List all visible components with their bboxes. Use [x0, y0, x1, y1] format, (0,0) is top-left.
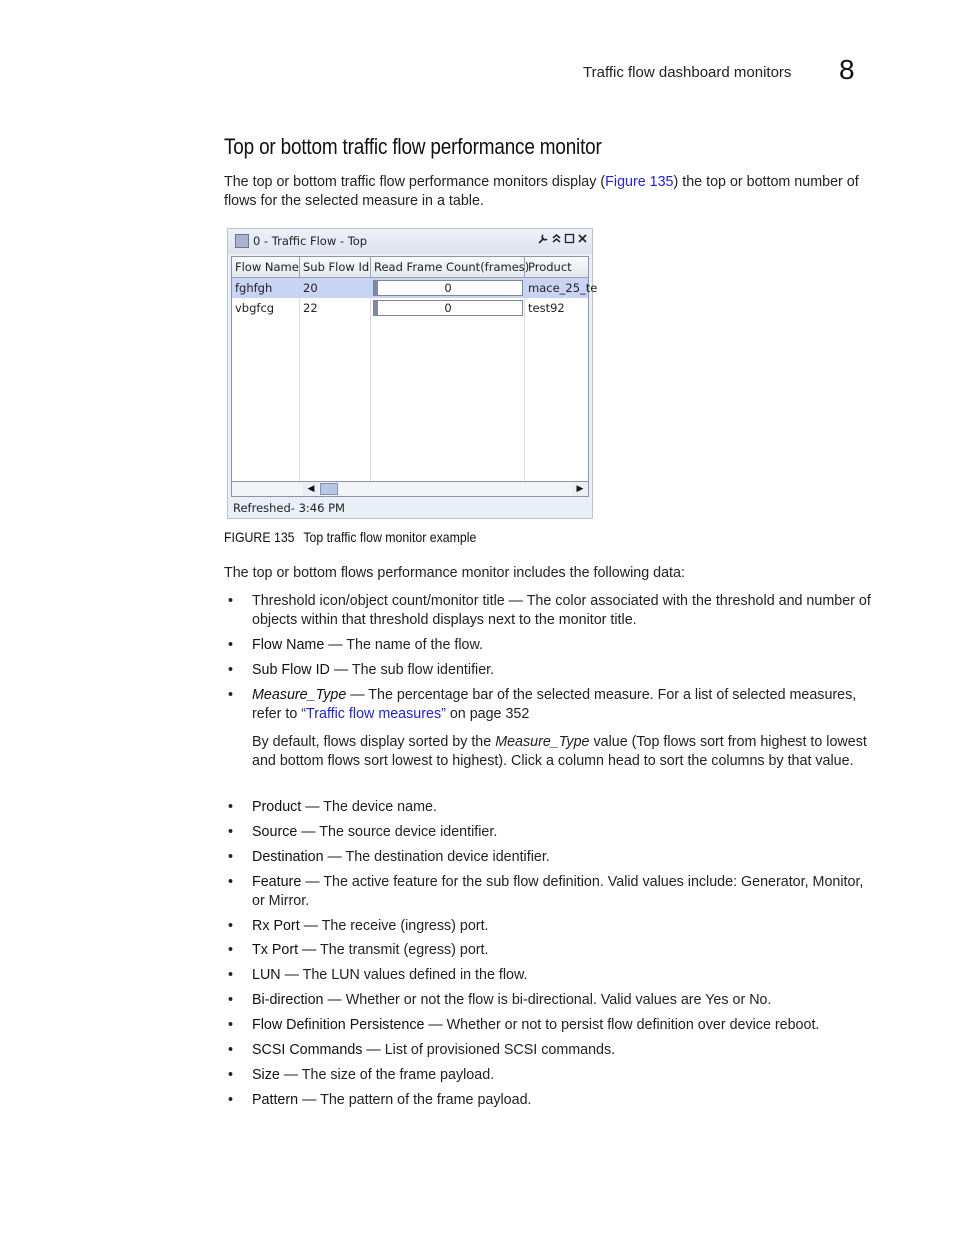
figure-caption [224, 529, 476, 545]
bullet-text: Threshold icon/object count/monitor title — The color associated with the threshold and number of objects within that threshold displays next to the monitor title. [252, 593, 871, 628]
bullet-text: — The percentage bar of the selected measure. For a list of selected measures, refer to [252, 687, 857, 722]
bullet-text: — Whether or not to persist flow definition over device reboot. [424, 1017, 820, 1033]
sort-note-paragraph [252, 733, 872, 771]
refreshed-timestamp: Refreshed- 3:46 PM [233, 501, 345, 515]
bullet-term: SCSI Commands [252, 1042, 363, 1058]
bullet-term: Sub Flow ID [252, 662, 330, 678]
bullet-term: Tx Port [252, 942, 299, 958]
column-header-product[interactable]: Product [528, 260, 572, 274]
section-title: Top or bottom traffic flow performance monitor [224, 134, 602, 159]
measure-bar-value: 0 [444, 281, 452, 295]
sort-note-emphasis: Measure_Type [495, 734, 590, 750]
cell-flow-name: vbgfcg [235, 301, 275, 315]
bullet-text: — List of provisioned SCSI commands. [362, 1042, 616, 1058]
bullet-term: Feature [252, 874, 302, 890]
maximize-icon[interactable] [564, 233, 575, 247]
bullet-term: Rx Port [252, 918, 300, 934]
bullet-term: LUN [252, 967, 281, 983]
figure-label: FIGURE 135 [224, 529, 295, 545]
threshold-status-icon [235, 234, 249, 248]
table-row[interactable] [232, 278, 598, 298]
cell-product: test92 [528, 301, 565, 315]
cell-product: mace_25_te [528, 281, 598, 295]
bullet-text: — The destination device identifier. [323, 849, 550, 865]
monitor-titlebar [228, 229, 592, 254]
bullet-text: — The device name. [301, 799, 437, 815]
intro-text-after: ) the top or bottom number of flows for the selected measure in a table. [224, 174, 859, 209]
bullet-term: Size [252, 1067, 280, 1083]
intro-paragraph [224, 173, 874, 211]
flow-table [231, 256, 598, 497]
bullet-text: — Whether or not the flow is bi-directional. Valid values are Yes or No. [323, 992, 772, 1008]
measure-bar-value: 0 [444, 301, 452, 315]
traffic-flow-monitor [227, 228, 598, 519]
measure-bar [373, 300, 523, 316]
monitor-tools [538, 233, 588, 247]
figure-caption-text: Top traffic flow monitor example [303, 529, 477, 545]
bullet-term: Measure_Type [252, 687, 347, 703]
column-header-read-frame-count[interactable]: Read Frame Count(frames) [371, 257, 525, 278]
bullet-text: — The active feature for the sub flow definition. Valid values include: Generator, Monitor, or Mirror. [252, 874, 864, 909]
scroll-right-icon[interactable]: ▶ [572, 482, 588, 496]
bullet-text: — The size of the frame payload. [279, 1067, 495, 1083]
bullet-text: — The transmit (egress) port. [298, 942, 489, 958]
bullet-term: Pattern [252, 1092, 299, 1108]
bullet-text: — The name of the flow. [324, 637, 483, 653]
bullet-term: Source [252, 824, 298, 840]
intro-text: The top or bottom traffic flow performance monitors display ( [224, 174, 606, 190]
bullet-text: — The LUN values defined in the flow. [280, 967, 528, 983]
bullet-term: Product [252, 799, 302, 815]
sort-note-text-after: value (Top flows sort from highest to lowest and bottom flows sort lowest to highest). Click a column head to sort the columns by that value. [252, 734, 867, 769]
bullet-text: — The source device identifier. [297, 824, 498, 840]
close-icon[interactable] [577, 233, 588, 247]
bullet-term: Destination [252, 849, 324, 865]
bullet-text: — The receive (ingress) port. [299, 918, 489, 934]
wrench-icon[interactable] [538, 233, 549, 247]
horizontal-scrollbar[interactable] [231, 481, 589, 497]
column-header-sub-flow-id[interactable]: Sub Flow Id [300, 257, 371, 278]
cell-flow-name: fghfgh [235, 281, 273, 295]
column-header-flow-name[interactable]: Flow Name [232, 257, 300, 278]
cell-sub-flow-id: 20 [303, 281, 318, 295]
sort-note-text: By default, flows display sorted by the [252, 734, 496, 750]
table-row[interactable] [232, 298, 588, 318]
bullet-text: — The pattern of the frame payload. [298, 1092, 532, 1108]
bullet-term: Flow Definition Persistence [252, 1017, 425, 1033]
table-header [232, 257, 588, 278]
scroll-left-icon[interactable]: ◀ [303, 482, 319, 496]
traffic-flow-measures-link[interactable]: “Traffic flow measures” [301, 706, 446, 722]
bullet-term: Bi-direction [252, 992, 324, 1008]
measure-bar [373, 280, 523, 296]
collapse-icon[interactable] [551, 233, 562, 247]
cell-sub-flow-id: 22 [303, 301, 318, 315]
lead-paragraph: The top or bottom flows performance monitor includes the following data: [224, 565, 685, 581]
bullet-text: — The sub flow identifier. [329, 662, 495, 678]
chapter-number: 8 [839, 54, 855, 85]
figure-link[interactable]: Figure 135 [605, 174, 674, 190]
bullet-text-after: on page 352 [445, 706, 530, 722]
bullet-term: Flow Name [252, 637, 325, 653]
monitor-title: 0 - Traffic Flow - Top [253, 234, 368, 248]
scrollbar-thumb[interactable] [320, 483, 338, 495]
running-header: Traffic flow dashboard monitors [583, 64, 792, 81]
